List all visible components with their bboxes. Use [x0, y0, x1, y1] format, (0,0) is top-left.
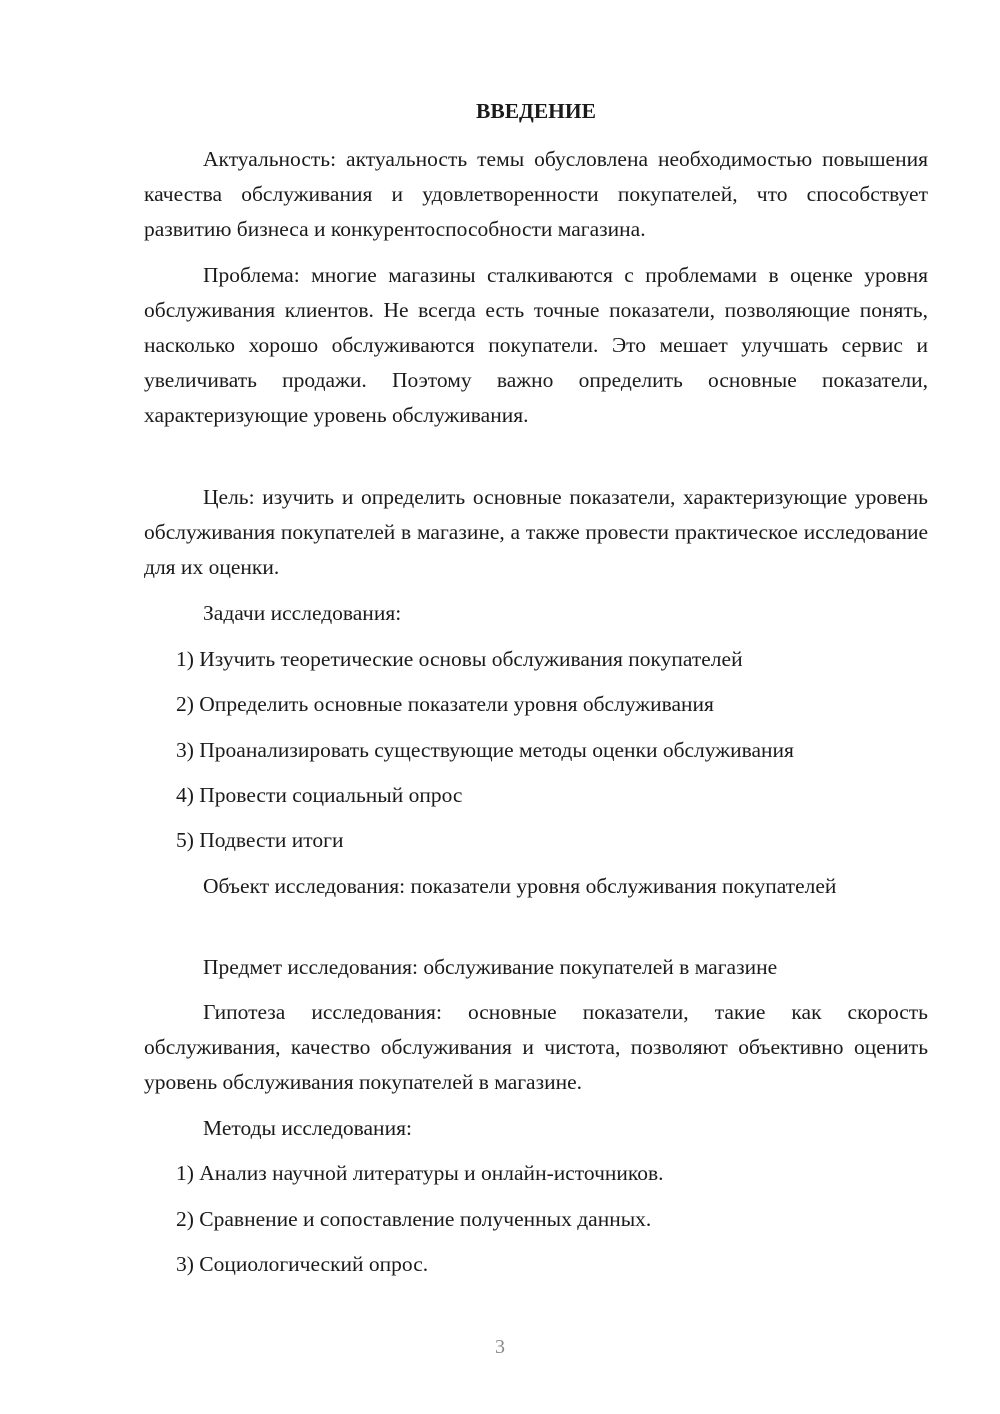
- method-item: 3) Социологический опрос.: [176, 1252, 429, 1276]
- method-item: 2) Сравнение и сопоставление полученных данных.: [176, 1207, 652, 1231]
- hypothesis-paragraph: Гипотеза исследования: основные показатели, такие как скорость обслуживания, качество обслуживания и чистота, позволяют объективно оценить уровень обслуживания покупателей в магазине.: [144, 1000, 928, 1094]
- task-item: 3) Проанализировать существующие методы оценки обслуживания: [176, 738, 794, 762]
- section-title: ВВЕДЕНИЕ: [476, 99, 596, 123]
- task-item: 4) Провести социальный опрос: [176, 783, 463, 807]
- page-number: 3: [495, 1336, 505, 1358]
- goal-paragraph: Цель: изучить и определить основные показатели, характеризующие уровень обслуживания покупателей в магазине, а также провести практическое исследование для их оценки.: [144, 485, 928, 579]
- method-item: 1) Анализ научной литературы и онлайн-источников.: [176, 1161, 664, 1185]
- methods-heading: Методы исследования:: [203, 1116, 412, 1140]
- relevance-paragraph: Актуальность: актуальность темы обусловлена необходимостью повышения качества обслуживания и удовлетворенности покупателей, что способствует развитию бизнеса и конкурентоспособности магазина.: [144, 147, 928, 241]
- task-item: 5) Подвести итоги: [176, 828, 344, 852]
- problem-paragraph: Проблема: многие магазины сталкиваются с проблемами в оценке уровня обслуживания клиентов. Не всегда есть точные показатели, позволяющие понять, насколько хорошо обслуживаются покупатели. Это мешает улучшать сервис и увеличивать продажи. Поэтому важно определить основные показатели, характеризующие уровень обслуживания.: [144, 263, 928, 427]
- tasks-heading: Задачи исследования:: [203, 601, 402, 625]
- task-item: 2) Определить основные показатели уровня обслуживания: [176, 692, 714, 716]
- task-item: 1) Изучить теоретические основы обслуживания покупателей: [176, 647, 743, 671]
- object-paragraph: Объект исследования: показатели уровня обслуживания покупателей: [203, 874, 837, 898]
- subject-paragraph: Предмет исследования: обслуживание покупателей в магазине: [203, 955, 778, 979]
